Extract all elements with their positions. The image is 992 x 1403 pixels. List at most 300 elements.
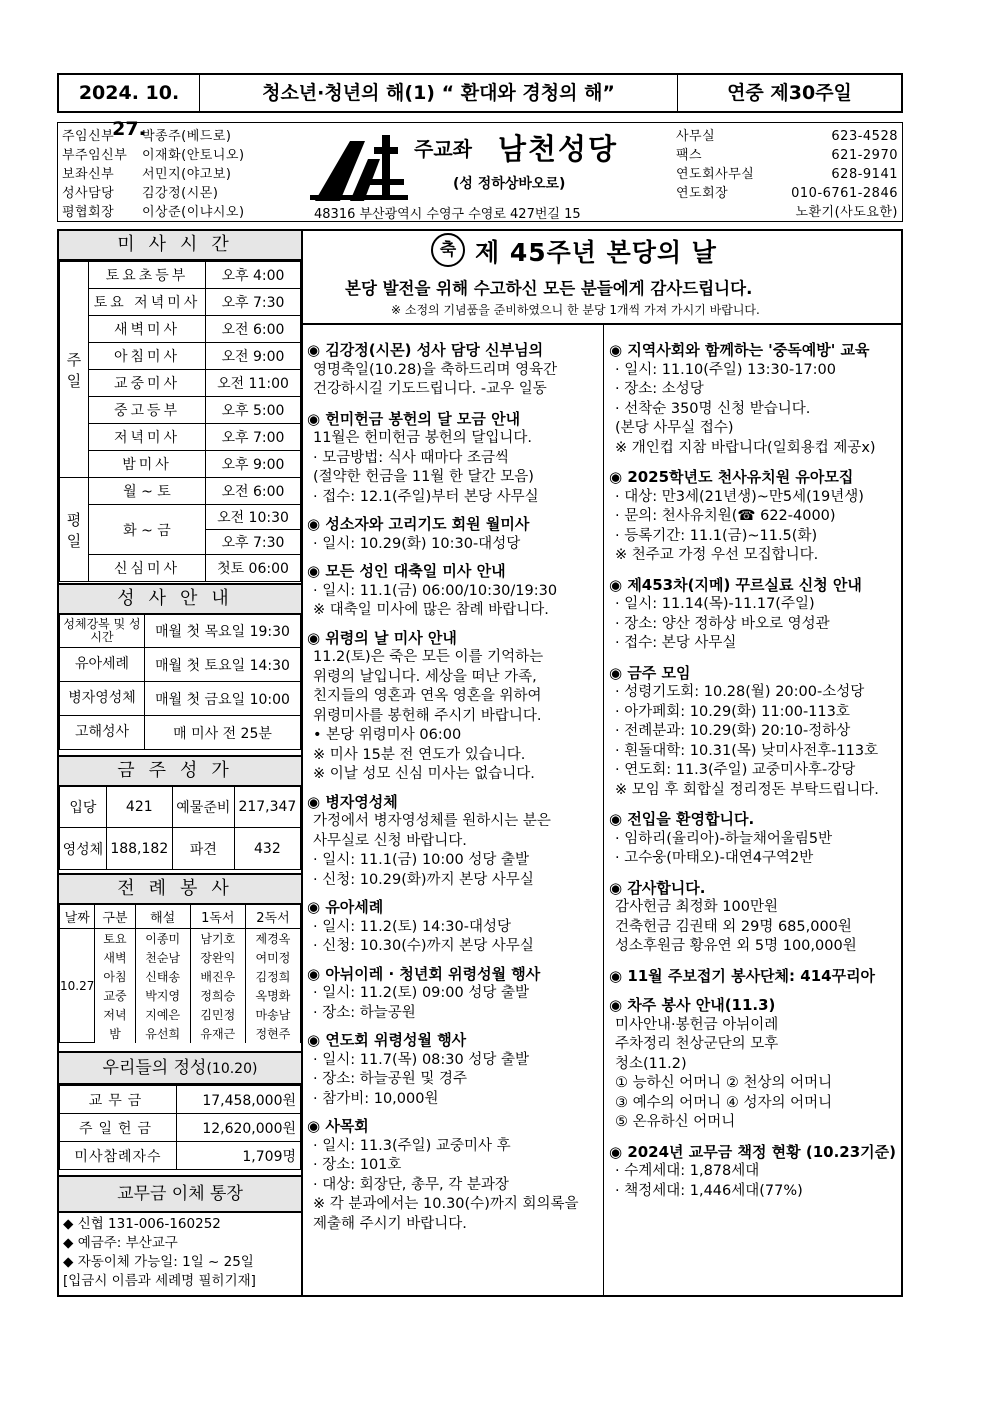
news-title-text: 지역사회와 함께하는 '중독예방' 교육 (627, 341, 870, 359)
news-line: · 신청: 10.30(수)까지 본당 사무실 (313, 938, 534, 954)
liturgy-cell: 옥명화 (245, 986, 300, 1005)
sacrament-name: 유아세례 (60, 648, 145, 682)
mass-row (60, 424, 301, 451)
bank-note: [입금시 이름과 세례명 필히기재] (63, 1273, 256, 1289)
news-title (609, 664, 903, 684)
news-line: · 문의: 천사유치원(☎ 622-4000) (615, 508, 836, 524)
mass-time: 오전 9:00 (206, 343, 301, 370)
news-section (307, 410, 601, 508)
news-title (307, 410, 601, 430)
target-bullet-icon: ◉ (609, 1142, 628, 1161)
mass-row (60, 262, 301, 289)
parish-logo-icon (310, 131, 410, 203)
mass-time: 오후 5:00 (206, 397, 301, 424)
liturgy-cell: 박지영 (135, 986, 190, 1005)
news-line: 가정에서 병자영성체를 원하시는 분은 (313, 813, 551, 829)
mass-time: 첫토 06:00 (206, 555, 301, 582)
news-title-text: 2025학년도 천사유치원 유아모집 (627, 468, 854, 486)
news-title-text: 금주 모임 (627, 663, 691, 682)
liturgy-cell: 김민정 (190, 1005, 245, 1024)
contact-label: 팩스 (676, 148, 703, 163)
offering-value: 1,709명 (177, 1142, 301, 1170)
news-line: · 대상: 회장단, 총무, 각 분과장 (313, 1176, 509, 1193)
liturgy-header: 해설 (135, 904, 190, 929)
mass-time: 오전 11:00 (206, 370, 301, 397)
news-line: · 장소: 하늘공원 및 경주 (313, 1071, 467, 1087)
mass-time: 오후 9:00 (206, 451, 301, 478)
news-line: 11월은 헌미헌금 봉헌의 달입니다. (313, 430, 532, 446)
anniversary-banner (303, 231, 901, 325)
offering-value: 17,458,000원 (177, 1086, 301, 1114)
news-section (609, 341, 903, 458)
offering-row (60, 1114, 301, 1142)
contact-label: 사무실 (676, 129, 716, 144)
mass-name: 월 ~ 토 (89, 478, 206, 505)
news-title (609, 996, 903, 1016)
staff-role: 주임신부 (62, 129, 115, 144)
target-bullet-icon: ◉ (609, 996, 628, 1014)
liturgy-cell: 정현주 (245, 1024, 300, 1043)
hymn-cell: 파견 (172, 828, 234, 870)
parish-patron: (성 정하상바오로) (453, 176, 566, 192)
offering-table (59, 1085, 301, 1170)
target-bullet-icon: ◉ (307, 1117, 326, 1135)
news-section (609, 1143, 903, 1202)
contact-value: 621-2970 (831, 148, 898, 163)
mass-name: 화 ~ 금 (89, 505, 206, 555)
liturgy-cell: 남기호 (190, 929, 245, 948)
sacrament-row (60, 648, 301, 682)
contact-value: 623-4528 (831, 129, 898, 144)
news-title (307, 629, 601, 649)
mass-row (60, 289, 301, 316)
liturgy-cell: 밤 (95, 1024, 135, 1043)
news-title-text: 김강정(시몬) 성사 담당 신부님의 (325, 341, 544, 359)
mass-time: 오전 6:00 (206, 316, 301, 343)
mass-times-table (59, 261, 301, 582)
parish-info (57, 122, 903, 222)
liturgy-header-row (60, 904, 301, 929)
target-bullet-icon: ◉ (609, 468, 628, 486)
banner-note: ※ 소정의 기념품을 준비하였으니 한 분당 1개씩 가져 가시기 바랍니다. (391, 303, 760, 317)
target-bullet-icon: ◉ (307, 562, 326, 580)
news-line: 건강하시길 기도드립니다. -교우 일동 (313, 381, 547, 397)
news-line: · 장소: 101호 (313, 1157, 402, 1173)
column-divider (603, 325, 604, 1295)
news-section (609, 810, 903, 869)
news-line: 11.2(토)은 죽은 모든 이를 기억하는 (313, 649, 544, 665)
staff-role: 평협회장 (62, 205, 115, 220)
bank-item-text: 자동이체 가능일: 1일 ~ 25일 (77, 1254, 254, 1270)
sunday-label: 주일 (60, 262, 89, 478)
liturgy-cell: 김정희 (245, 967, 300, 986)
liturgy-cell: 유재근 (190, 1024, 245, 1043)
news-line: · 아가페회: 10.29(화) 11:00-113호 (615, 703, 850, 720)
target-bullet-icon: ◉ (609, 341, 628, 359)
news-title (307, 965, 601, 985)
offering-value: 12,620,000원 (177, 1114, 301, 1142)
news-section (307, 515, 601, 554)
news-line: · 일시: 11.3(주일) 교중미사 후 (313, 1137, 511, 1154)
offering-heading: 우리들의 정성(10.20) (59, 1051, 301, 1085)
news-section (307, 898, 601, 957)
contact-row (676, 163, 900, 182)
liturgy-header: 날짜 (60, 904, 95, 929)
staff-row (62, 182, 218, 201)
sacrament-name: 고해성사 (60, 716, 145, 750)
news-line: · 성령기도회: 10.28(월) 20:00-소성당 (615, 684, 865, 700)
news-line: 친지들의 영혼과 연옥 영혼을 위하여 (313, 688, 542, 704)
news-line: · 일시: 11.7(목) 08:30 성당 출발 (313, 1051, 529, 1068)
liturgy-cell: 천순남 (135, 948, 190, 967)
news-title-text: 유아세례 (325, 898, 384, 916)
weekday-label: 평일 (60, 478, 89, 582)
news-section (609, 576, 903, 654)
sacraments-heading: 성사안내 (59, 583, 301, 615)
mass-time: 오후 4:00 (206, 262, 301, 289)
news-section (609, 967, 903, 987)
staff-name: 이상준(이냐시오) (142, 205, 245, 220)
mass-row (60, 478, 301, 505)
news-section (307, 1031, 601, 1109)
sacrament-name: 성체강복 및 성시간 (60, 614, 145, 648)
mass-time: 오후 7:00 (206, 424, 301, 451)
news-line: · 일시: 11.1(금) 06:00/10:30/19:30 (313, 582, 558, 599)
liturgy-cell: 마송남 (245, 1005, 300, 1024)
diamond-icon: ◆ (63, 1235, 78, 1251)
news-title (609, 1143, 903, 1163)
news-section (307, 965, 601, 1024)
staff-role: 성사담당 (62, 186, 115, 201)
hymn-row (60, 786, 301, 828)
news-title (307, 1031, 601, 1051)
contact-label: 연도회장 (676, 186, 729, 201)
bank-item (63, 1215, 299, 1234)
sacrament-row (60, 716, 301, 750)
staff-role: 부주임신부 (62, 148, 128, 163)
liturgy-table (59, 903, 301, 1043)
mass-name: 토요 저녁미사 (89, 289, 206, 316)
news-line: 청소(11.2) (615, 1055, 687, 1072)
target-bullet-icon: ◉ (307, 515, 326, 533)
sacraments-table (59, 613, 301, 750)
parish-prefix: 주교좌 (414, 137, 472, 161)
liturgy-row (60, 967, 301, 986)
news-line: · 임하리(율리아)-하늘채어울림5반 (615, 830, 833, 847)
mass-row (60, 397, 301, 424)
news-column-1 (307, 341, 601, 1242)
liturgy-cell: 정희승 (190, 986, 245, 1005)
news-line: (절약한 헌금을 11월 한 달간 모음) (313, 469, 534, 485)
liturgy-heading: 전례봉사 (59, 873, 301, 905)
news-title-text: 제453차(지메) 꾸르실료 신청 안내 (627, 575, 862, 594)
liturgy-cell: 이종미 (135, 929, 190, 948)
news-title-text: 사목회 (325, 1117, 369, 1135)
news-line: · 일시: 11.2(토) 09:00 성당 출발 (313, 985, 529, 1001)
news-title-text: 모든 성인 대축일 미사 안내 (325, 562, 506, 580)
news-line: ① 능하신 어머니 ② 천상의 어머니 (615, 1075, 833, 1091)
hymn-cell: 217,347 (234, 786, 300, 828)
news-line: ※ 각 분과에서는 10.30(수)까지 회의록을 (313, 1196, 579, 1212)
staff-name: 서민지(야고보) (142, 167, 232, 182)
target-bullet-icon: ◉ (307, 628, 326, 647)
hymns-heading: 금주성가 (59, 755, 301, 787)
news-line: · 접수: 12.1(주일)부터 본당 사무실 (313, 488, 539, 505)
liturgy-header: 1독서 (190, 904, 245, 929)
mass-name: 새벽미사 (89, 316, 206, 343)
liturgy-header: 2독서 (245, 904, 300, 929)
target-bullet-icon: ◉ (609, 810, 628, 828)
news-line: · 모금방법: 식사 때마다 조금씩 (313, 449, 510, 466)
liturgy-row (60, 948, 301, 967)
news-title (307, 562, 601, 582)
staff-name: 김강정(시몬) (142, 186, 219, 201)
news-line: ※ 개인컵 지참 바랍니다(일회용컵 제공x) (615, 439, 876, 456)
news-title-text: 감사합니다. (627, 878, 706, 897)
news-line: 성소후원금 황유연 외 5명 100,000원 (615, 938, 857, 954)
news-title (609, 810, 903, 830)
liturgy-row (60, 1005, 301, 1024)
news-line: · 장소: 양산 정하상 바오로 영성관 (615, 615, 830, 632)
liturgy-cell: 장완익 (190, 948, 245, 967)
liturgy-row (60, 1024, 301, 1043)
news-line: · 일시: 10.29(화) 10:30-대성당 (313, 535, 521, 552)
news-title (307, 515, 601, 535)
liturgy-cell: 유선희 (135, 1024, 190, 1043)
news-line: ⑤ 온유하신 어머니 (615, 1114, 736, 1130)
bank-item (63, 1234, 299, 1253)
news-line: ※ 대축일 미사에 많은 참례 바랍니다. (313, 602, 549, 618)
liturgy-cell: 배진우 (190, 967, 245, 986)
mass-row (60, 316, 301, 343)
liturgy-cell: 토요 (95, 929, 135, 948)
news-line: ③ 예수의 어머니 ④ 성자의 어머니 (615, 1094, 833, 1111)
news-title (307, 1117, 601, 1137)
sacrament-when: 매 미사 전 25분 (145, 716, 301, 750)
sacrament-when: 매월 첫 토요일 14:30 (145, 648, 301, 682)
news-line: · 전례분과: 10.29(화) 20:10-정하상 (615, 723, 851, 739)
mass-name: 밤미사 (89, 451, 206, 478)
mass-row (60, 505, 301, 530)
mass-row (60, 451, 301, 478)
news-title (609, 967, 903, 987)
news-line: 주차정리 천상군단의 모후 (615, 1036, 779, 1052)
news-section (609, 996, 903, 1133)
main-content (57, 229, 903, 1297)
liturgy-cell: 신태송 (135, 967, 190, 986)
news-line: · 일시: 11.1(금) 10:00 성당 출발 (313, 852, 529, 868)
news-line: 감사헌금 최정화 100만원 (615, 899, 778, 915)
news-line: · 수계세대: 1,878세대 (615, 1163, 760, 1179)
bank-item (63, 1253, 299, 1272)
news-title (307, 341, 601, 361)
liturgy-header: 구분 (95, 904, 135, 929)
news-line: ※ 미사 15분 전 연도가 있습니다. (313, 746, 526, 763)
staff-row (62, 125, 232, 144)
news-line: · 접수: 본당 사무실 (615, 635, 737, 651)
bank-item-text: 신협 131-006-160252 (77, 1216, 221, 1232)
news-line: ※ 이날 성모 신심 미사는 없습니다. (313, 766, 535, 782)
bulletin-date: 2024. 10. 27. (78, 82, 180, 140)
news-line: • 본당 위령미사 06:00 (313, 727, 462, 743)
news-section (307, 793, 601, 891)
sacrament-name: 병자영성체 (60, 682, 145, 716)
target-bullet-icon: ◉ (307, 898, 326, 916)
liturgy-cell: 저녁 (95, 1005, 135, 1024)
news-section (307, 562, 601, 621)
news-line: · 책정세대: 1,446세대(77%) (615, 1182, 803, 1199)
liturgy-cell: 제경옥 (245, 929, 300, 948)
news-line: 미사안내·봉헌금 아뉘이레 (615, 1016, 779, 1033)
news-title-text: 위령의 날 미사 안내 (325, 628, 457, 647)
parish-name: 남천성당 (498, 132, 619, 166)
news-line: · 일시: 11.10(주일) 13:30-17:00 (615, 361, 836, 378)
news-line: · 참가비: 10,000원 (313, 1090, 439, 1107)
hymns-table (59, 785, 301, 870)
hymn-cell: 입당 (60, 786, 107, 828)
news-title-text: 아뉘이레 · 청년회 위령성월 행사 (325, 964, 541, 983)
contact-value: 628-9141 (831, 167, 898, 182)
news-title (609, 341, 903, 361)
target-bullet-icon: ◉ (307, 341, 326, 359)
news-line: · 장소: 하늘공원 (313, 1004, 416, 1021)
hymn-cell: 188,182 (106, 828, 172, 870)
contact-value: 노환기(사도요한) (795, 205, 898, 220)
bank-heading: 교무금 이체 통장 (59, 1175, 301, 1213)
news-line: 사무실로 신청 바랍니다. (313, 832, 467, 849)
mass-name: 교중미사 (89, 370, 206, 397)
news-title (609, 576, 903, 596)
news-title (609, 879, 903, 899)
news-title-text: 연도회 위령성월 행사 (325, 1031, 467, 1049)
liturgy-cell: 교중 (95, 986, 135, 1005)
liturgy-cell: 새벽 (95, 948, 135, 967)
staff-row (62, 163, 232, 182)
target-bullet-icon: ◉ (609, 663, 628, 682)
mass-row (60, 370, 301, 397)
sacrament-row (60, 614, 301, 648)
news-title (307, 793, 601, 813)
hymn-row (60, 828, 301, 870)
mass-name: 중고등부 (89, 397, 206, 424)
mass-name: 저녁미사 (89, 424, 206, 451)
year-theme: 청소년·청년의 해(1) “ 환대와 경청의 해” (262, 82, 615, 104)
contact-row (676, 201, 900, 220)
offering-label: 주일헌금 (60, 1114, 177, 1142)
news-section (307, 629, 601, 785)
news-title-text: 차주 봉사 안내(11.3) (627, 996, 776, 1014)
news-section (609, 664, 903, 801)
staff-name: 이재화(안토니오) (142, 148, 245, 163)
news-line: · 장소: 소성당 (615, 381, 704, 397)
mass-time: 오후 7:30 (206, 530, 301, 555)
staff-name: 박종주(베드로) (142, 129, 232, 144)
news-title (609, 468, 903, 488)
diamond-icon: ◆ (63, 1216, 78, 1232)
staff-role: 보좌신부 (62, 167, 115, 182)
news-line: · 대상: 만3세(21년생)~만5세(19년생) (615, 488, 864, 505)
banner-title: 제 45주년 본당의 날 (475, 238, 717, 267)
diamond-icon: ◆ (63, 1254, 78, 1270)
news-line: · 일시: 11.14(목)-11.17(주일) (615, 596, 815, 612)
contact-row (676, 144, 900, 163)
parish-address: 48316 부산광역시 수영구 수영로 427번길 15 (314, 207, 581, 222)
mass-time: 오전 6:00 (206, 478, 301, 505)
news-section (609, 879, 903, 957)
news-line: 건축헌금 김권태 외 29명 685,000원 (615, 918, 852, 935)
liturgical-week: 연중 제30주일 (727, 82, 852, 104)
contact-row (676, 125, 900, 144)
target-bullet-icon: ◉ (307, 964, 326, 983)
mass-name: 신심미사 (89, 555, 206, 582)
news-section (307, 1117, 601, 1234)
left-sidebar (59, 231, 303, 1295)
liturgy-row (60, 929, 301, 948)
celebration-mark-icon: 축 (431, 233, 465, 267)
bank-item-text: 예금주: 부산교구 (77, 1235, 178, 1251)
news-line: 위령의 날입니다. 세상을 떠난 가족, (313, 668, 537, 685)
hymn-cell: 영성체 (60, 828, 107, 870)
contact-label: 연도회사무실 (676, 167, 755, 182)
mass-name: 토요초등부 (89, 262, 206, 289)
news-title-text: 11월 주보접기 봉사단체: 414꾸리아 (627, 966, 876, 985)
news-line: 제출해 주시기 바랍니다. (313, 1215, 467, 1232)
news-line: (본당 사무실 접수) (615, 420, 734, 436)
news-line: · 일시: 11.2(토) 14:30-대성당 (313, 918, 511, 935)
offering-label: 미사참례자수 (60, 1142, 177, 1170)
offering-row (60, 1142, 301, 1170)
news-line: · 고수웅(마태오)-대연4구역2반 (615, 850, 814, 866)
news-line: · 선착순 350명 신청 받습니다. (615, 400, 811, 417)
target-bullet-icon: ◉ (307, 1031, 326, 1049)
liturgy-cell: 여미정 (245, 948, 300, 967)
target-bullet-icon: ◉ (307, 792, 326, 811)
banner-subtitle: 본당 발전을 위해 수고하신 모든 분들에게 감사드립니다. (345, 279, 753, 298)
sacrament-when: 매월 첫 목요일 19:30 (145, 614, 301, 648)
offering-row (60, 1086, 301, 1114)
hymn-cell: 예물준비 (172, 786, 234, 828)
news-title-text: 헌미헌금 봉헌의 달 모금 안내 (325, 409, 521, 428)
bank-info (63, 1215, 299, 1291)
news-line: ※ 천주교 가정 우선 모집합니다. (615, 547, 819, 563)
target-bullet-icon: ◉ (307, 409, 326, 428)
sacrament-when: 매월 첫 금요일 10:00 (145, 682, 301, 716)
news-line: 위령미사를 봉헌해 주시기 바랍니다. (313, 707, 542, 724)
news-title-text: 전입을 환영합니다. (627, 810, 755, 828)
news-line: ※ 모임 후 회합실 정리정돈 부탁드립니다. (615, 781, 879, 798)
news-section (307, 341, 601, 400)
mass-row (60, 343, 301, 370)
news-section (609, 468, 903, 566)
news-line: · 신청: 10.29(화)까지 본당 사무실 (313, 871, 534, 888)
mass-row (60, 555, 301, 582)
target-bullet-icon: ◉ (609, 878, 628, 897)
liturgy-date: 10.27 (60, 929, 95, 1043)
sacrament-row (60, 682, 301, 716)
mass-times-heading: 미사시간 (59, 231, 301, 261)
news-line: · 연도회: 11.3(주일) 교중미사후-강당 (615, 762, 856, 778)
mass-name: 아침미사 (89, 343, 206, 370)
staff-row (62, 201, 245, 220)
hymn-cell: 421 (106, 786, 172, 828)
news-column-2 (609, 341, 903, 1211)
liturgy-cell: 지예은 (135, 1005, 190, 1024)
news-title-text: 병자영성체 (325, 792, 398, 811)
target-bullet-icon: ◉ (609, 966, 628, 985)
hymn-cell: 432 (234, 828, 300, 870)
news-title (307, 898, 601, 918)
contact-row (676, 182, 900, 201)
